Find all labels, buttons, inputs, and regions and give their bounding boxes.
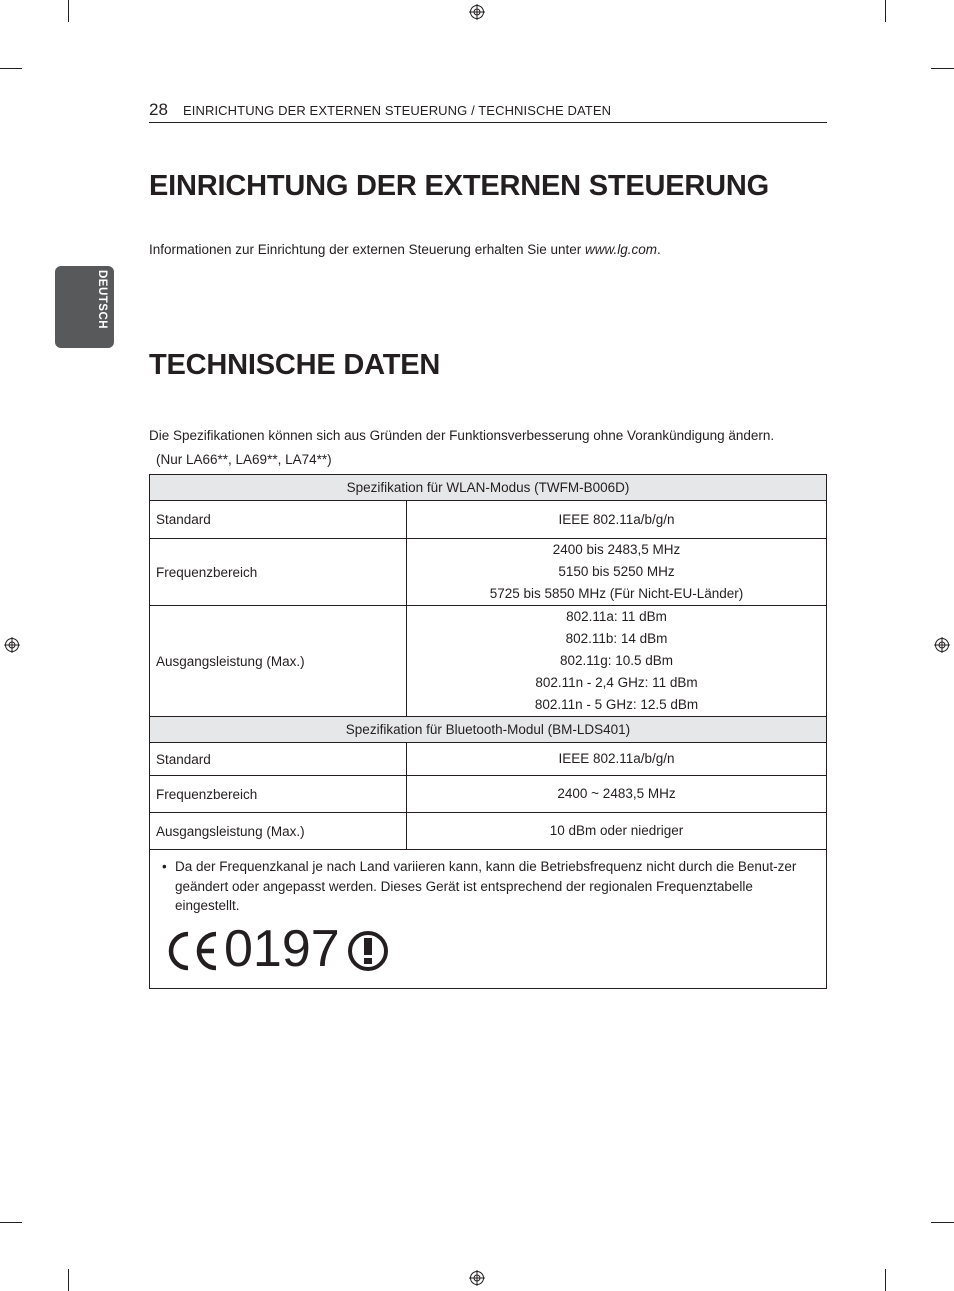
crop-mark bbox=[885, 0, 886, 22]
value-line: 802.11a: 11 dBm bbox=[566, 609, 667, 624]
section-title-specifications: TECHNISCHE DATEN bbox=[149, 349, 441, 381]
row-label: Frequenzbereich bbox=[150, 539, 407, 606]
crop-mark bbox=[931, 1222, 954, 1223]
ce-mark-icon bbox=[164, 930, 220, 972]
frequency-note bbox=[156, 854, 820, 916]
info-text-end: . bbox=[657, 242, 661, 257]
section-title-external-control: EINRICHTUNG DER EXTERNEN STEUERUNG bbox=[149, 170, 769, 202]
wlan-heading: Spezifikation für WLAN-Modus (TWFM-B006D) bbox=[150, 475, 827, 501]
registration-mark-icon bbox=[934, 637, 950, 653]
table-row bbox=[150, 743, 827, 776]
row-value bbox=[407, 606, 827, 717]
alert-icon bbox=[347, 930, 389, 972]
crop-mark bbox=[68, 1269, 69, 1291]
table-heading-row bbox=[150, 475, 827, 501]
row-value: IEEE 802.11a/b/g/n bbox=[407, 743, 827, 776]
bluetooth-heading: Spezifikation für Bluetooth-Modul (BM-LDS401) bbox=[150, 717, 827, 743]
value-line: 802.11n - 2,4 GHz: 11 dBm bbox=[535, 675, 698, 690]
table-row bbox=[150, 539, 827, 606]
registration-mark-icon bbox=[469, 1270, 485, 1286]
external-control-info bbox=[149, 242, 661, 257]
registration-mark-icon bbox=[469, 4, 485, 20]
bullet: • bbox=[162, 859, 167, 875]
crop-mark bbox=[0, 1222, 22, 1223]
value-line: 802.11n - 5 GHz: 12.5 dBm bbox=[534, 697, 699, 712]
table-note-row bbox=[150, 850, 827, 989]
model-note: (Nur LA66**, LA69**, LA74**) bbox=[156, 452, 332, 467]
value-line: 5725 bis 5850 MHz (Für Nicht-EU-Länder) bbox=[489, 586, 744, 601]
table-heading-row bbox=[150, 717, 827, 743]
row-label: Frequenzbereich bbox=[150, 776, 407, 813]
table-row bbox=[150, 501, 827, 539]
page-number: 28 bbox=[149, 100, 168, 119]
crop-mark bbox=[68, 0, 69, 22]
row-value: 2400 ~ 2483,5 MHz bbox=[407, 776, 827, 813]
crop-mark bbox=[885, 1269, 886, 1291]
row-value bbox=[407, 539, 827, 606]
row-label: Ausgangsleistung (Max.) bbox=[150, 606, 407, 717]
info-text: Informationen zur Einrichtung der externen Steuerung erhalten Sie unter bbox=[149, 242, 586, 257]
row-value: 10 dBm oder niedriger bbox=[407, 813, 827, 850]
language-tab-label: DEUTSCH bbox=[96, 270, 108, 330]
value-line: 5150 bis 5250 MHz bbox=[558, 564, 675, 579]
note-cell bbox=[150, 850, 827, 989]
row-label: Ausgangsleistung (Max.) bbox=[150, 813, 407, 850]
row-label: Standard bbox=[150, 501, 407, 539]
specifications-intro: Die Spezifikationen können sich aus Gründen der Funktionsverbesserung ohne Vorankündigung ändern. bbox=[149, 428, 775, 443]
website-link[interactable]: www.lg.com bbox=[585, 242, 658, 257]
value-line: 802.11b: 14 dBm bbox=[565, 631, 668, 646]
specifications-table bbox=[149, 474, 827, 989]
value-line: IEEE 802.11a/b/g/n bbox=[558, 511, 675, 527]
table-row bbox=[150, 776, 827, 813]
table-row bbox=[150, 606, 827, 717]
crop-mark bbox=[0, 68, 22, 69]
table-row bbox=[150, 813, 827, 850]
registration-mark-icon bbox=[4, 637, 20, 653]
row-label: Standard bbox=[150, 743, 407, 776]
value-line: 2400 bis 2483,5 MHz bbox=[552, 542, 681, 557]
row-value bbox=[407, 501, 827, 539]
crop-mark bbox=[931, 68, 954, 69]
value-line: 802.11g: 10.5 dBm bbox=[559, 653, 674, 668]
note-text: Da der Frequenzkanal je nach Land variieren kann, kann die Betriebsfrequenz nicht durch die Benut-zer geändert oder angepasst werden. Dieses Gerät ist entsprechend der regionalen Frequenztabelle eingestellt. bbox=[175, 859, 797, 914]
running-header bbox=[149, 100, 827, 123]
running-head-title: EINRICHTUNG DER EXTERNEN STEUERUNG / TECHNISCHE DATEN bbox=[183, 103, 612, 118]
notified-body-number: 0197 bbox=[224, 919, 340, 978]
ce-marking bbox=[156, 919, 820, 984]
